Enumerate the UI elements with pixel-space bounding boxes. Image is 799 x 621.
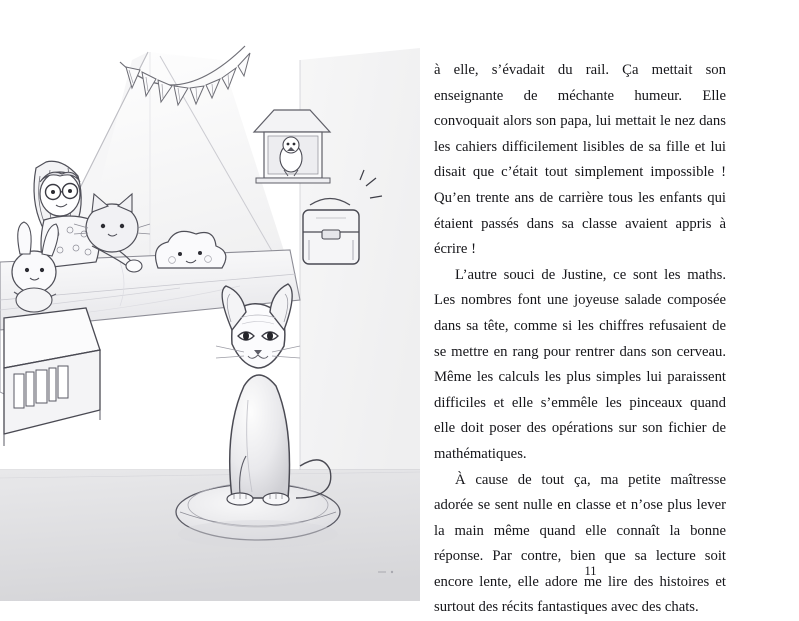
paragraph: L’autre souci de Justine, ce sont les maths. Les nombres font une joyeuse salade composée dans sa tête, comme si les chiffres refusaient de se mettre en rang pour rentrer dans son cerveau. Même les calculs les plus simples lui paraissent difficiles et elle s’emmêle les pinceaux quand elle doit poser des opérations sur son fichier de mathématiques. [434, 263, 726, 468]
paragraph: à elle, s’évadait du rail. Ça mettait son enseignante de méchante humeur. Elle convoquait alors son papa, lui mettait le nez dans les cahiers difficilement lisibles de sa fille et lui disait que c’était tout simplement impossible ! Qu’en trente ans de carrière tous les enfants qui étaient passés dans sa classe avaient appris à écrire ! [434, 58, 726, 263]
body-text [434, 58, 726, 621]
birdhouse-shelf [254, 110, 330, 183]
paragraph: À cause de tout ça, ma petite maîtresse adorée se sent nulle en classe et n’ose plus lever la main même quand elle connaît la bonne réponse. Par contre, bien que sa lecture soit encore lente, elle adore me lire des histoires et surtout des récits fantastiques avec des chats. [434, 468, 726, 621]
right-page [420, 0, 799, 601]
page-number [420, 564, 799, 579]
page-number-value: 11 [584, 564, 596, 579]
